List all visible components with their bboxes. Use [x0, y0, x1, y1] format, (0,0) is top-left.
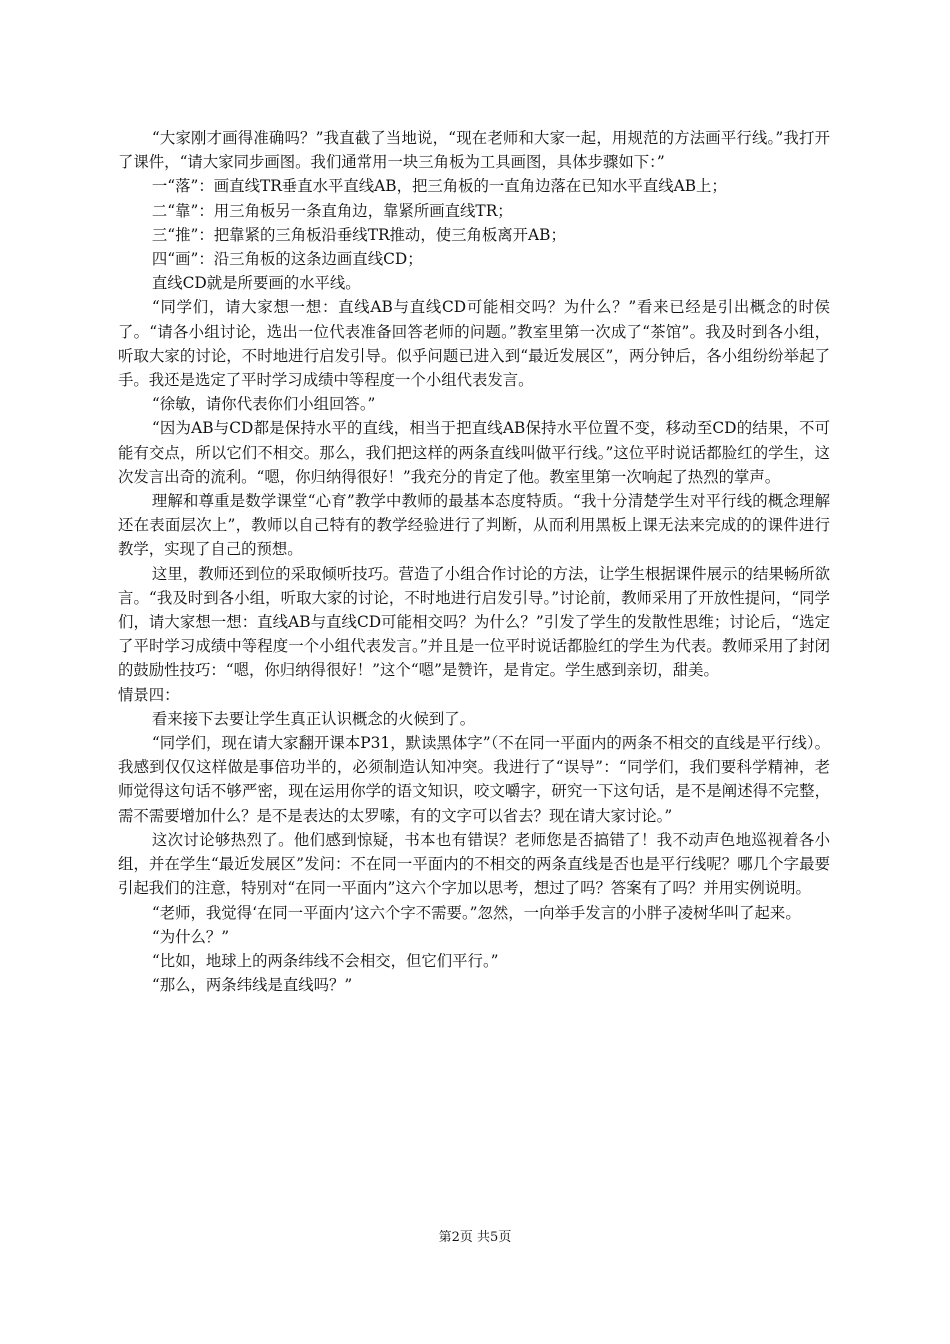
- paragraph: 直线CD就是所要画的水平线。: [151, 274, 361, 293]
- paragraph: “同学们，现在请大家翻开课本P31，默读黑体字”（不在同一平面内的两条不相交的直线是平行线）。我感到仅仅这样做是事倍功半的，必须制造认知冲突。我进行了“误导”：“同学们，我们要科学精神，老师觉得这句话不够严密，现在运用你学的语文知识，咬文嚼字，研究一下这句话，是不是阐述得不完整，需不需要增加什么？是不是表达的太罗嗦，有的文字可以省去？现在请大家讨论。”: [118, 734, 830, 825]
- paragraph: 四“画”：沿三角板的这条边画直线CD；: [151, 250, 423, 269]
- paragraph: 三“推”：把靠紧的三角板沿垂线TR推动，使三角板离开AB；: [151, 225, 566, 244]
- paragraph: “因为AB与CD都是保持水平的直线，相当于把直线AB保持水平位置不变，移动至CD的结果，不可能有交点，所以它们不相交。那么，我们把这样的两条直线叫做平行线。”这位平时说话都脸红的学生，这次发言出奇的流利。“嗯，你归纳得很好！”我充分的肯定了他。教室里第一次响起了热烈的掌声。: [118, 419, 830, 486]
- paragraph: “为什么？”: [151, 927, 230, 946]
- paragraph: 这次讨论够热烈了。他们感到惊疑，书本也有错误？老师您是否搞错了！我不动声色地巡视着各小组，并在学生“最近发展区”发问：不在同一平面内的不相交的两条直线是否也是平行线呢？哪几个字最要引起我们的注意，特别对“在同一平面内”这六个字加以思考，想过了吗？答案有了吗？并用实例说明。: [118, 830, 830, 898]
- body-text: [118, 126, 830, 997]
- paragraph: “比如，地球上的两条纬线不会相交，但它们平行。”: [151, 951, 499, 970]
- paragraph: “大家刚才画得准确吗？”我直截了当地说，“现在老师和大家一起，用规范的方法画平行线。”我打开了课件，“请大家同步画图。我们通常用一块三角板为工具画图，具体步骤如下：”: [118, 129, 830, 172]
- paragraph: 情景四：: [118, 685, 180, 704]
- paragraph: 理解和尊重是数学课堂“心育”教学中教师的最基本态度特质。“我十分清楚学生对平行线的概念理解还在表面层次上”，教师以自己特有的教学经验进行了判断，从而利用黑板上课无法来完成的的课件进行教学，实现了自己的预想。: [118, 492, 830, 559]
- paragraph: 看来接下去要让学生真正认识概念的火候到了。: [151, 709, 476, 728]
- paragraph: “徐敏，请你代表你们小组回答。”: [151, 395, 376, 414]
- page-footer: 第2页 共5页: [438, 1230, 512, 1245]
- paragraph: 二“靠”：用三角板另一条直角边，靠紧所画直线TR；: [151, 201, 513, 220]
- paragraph: “那么，两条纬线是直线吗？”: [151, 976, 353, 995]
- paragraph: 一“落”：画直线TR垂直水平直线AB，把三角板的一直角边落在已知水平直线AB上；: [151, 177, 727, 196]
- paragraph: 这里，教师还到位的采取倾听技巧。营造了小组合作讨论的方法，让学生根据课件展示的结果畅所欲言。“我及时到各小组，听取大家的讨论，不时地进行启发引导。”讨论前，教师采用了开放性提问，“同学们，请大家想一想：直线AB与直线CD可能相交吗？为什么？”引发了学生的发散性思维；讨论后，“选定了平时学习成绩中等程度一个小组代表发言。”并且是一位平时说话都脸红的学生为代表。教师采用了封闭的鼓励性技巧：“嗯，你归纳得很好！”这个“嗯”是赞许，是肯定。学生感到亲切，甜美。: [118, 564, 830, 680]
- paragraph: “同学们，请大家想一想：直线AB与直线CD可能相交吗？为什么？”看来已经是引出概念的时侯了。“请各小组讨论，选出一位代表准备回答老师的问题。”教室里第一次成了“茶馆”。我及时到各小组，听取大家的讨论，不时地进行启发引导。似乎问题已进入到“最近发展区”，两分钟后，各小组纷纷举起了手。我还是选定了平时学习成绩中等程度一个小组代表发言。: [118, 298, 830, 390]
- paragraph: “老师，我觉得‘在同一平面内’这六个字不需要。”忽然，一向举手发言的小胖子凌树华叫了起来。: [151, 903, 801, 922]
